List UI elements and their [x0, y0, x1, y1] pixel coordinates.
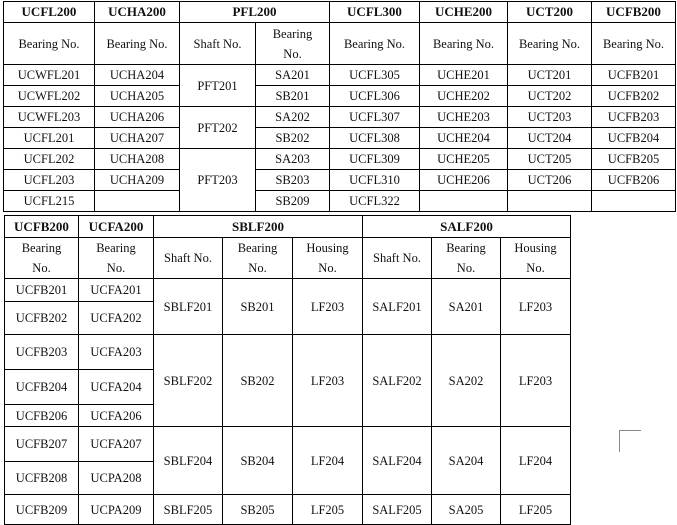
cell-ucfb: UCFB201: [5, 279, 79, 302]
subheader: Bearing No.: [432, 238, 501, 279]
cell-salf: SALF205: [363, 495, 432, 525]
cell-ucha200: [95, 191, 180, 212]
cell-pfl-bearing: SB201: [256, 86, 330, 107]
cell-ucha200: UCHA206: [95, 107, 180, 128]
cell-uche200: [420, 191, 508, 212]
cell-ucfa: UCFA201: [79, 279, 154, 302]
cell-lf1: LF203: [293, 335, 363, 427]
subheader: Bearing No.: [420, 23, 508, 65]
cell-ucfa: UCPA208: [79, 462, 154, 495]
cell-ucfl300: UCFL322: [330, 191, 420, 212]
cell-ucfl300: UCFL310: [330, 170, 420, 191]
subheader: Housing No.: [293, 238, 363, 279]
cell-uct200: [508, 191, 592, 212]
cell-ucfl300: UCFL305: [330, 65, 420, 86]
subheader: Bearing No.: [508, 23, 592, 65]
header-ucfa200: UCFA200: [79, 216, 154, 238]
cell-ucha200: UCHA209: [95, 170, 180, 191]
cell-lf1: LF205: [293, 495, 363, 525]
cell-lf2: LF205: [501, 495, 571, 525]
cell-ucfb: UCFB208: [5, 462, 79, 495]
table-row: [4, 191, 676, 212]
cell-ucfl200: UCFL203: [4, 170, 95, 191]
cell-ucfa: UCFA207: [79, 427, 154, 462]
cell-uct200: UCT202: [508, 86, 592, 107]
cell-salf: SALF201: [363, 279, 432, 335]
cell-uche200: UCHE204: [420, 128, 508, 149]
cell-ucfa: UCFA206: [79, 405, 154, 427]
header-ucfl200: UCFL200: [4, 2, 95, 23]
subheader: Bearing No.: [330, 23, 420, 65]
cell-ucha200: UCHA205: [95, 86, 180, 107]
cell-pfl-shaft: PFT202: [180, 107, 256, 149]
cell-pfl-bearing: SA202: [256, 107, 330, 128]
cell-lf2: LF204: [501, 427, 571, 495]
table-row: [4, 128, 676, 149]
cell-ucfb: UCFB204: [5, 370, 79, 405]
cell-ucfb200: UCFB201: [592, 65, 676, 86]
subheader: Bearing No.: [5, 238, 79, 279]
header-ucfb200: UCFB200: [5, 216, 79, 238]
bearing-table-bottom: [4, 215, 571, 525]
page-corner-mark: [619, 430, 641, 452]
subheader: Bearing No.: [256, 23, 330, 65]
cell-ucfl300: UCFL308: [330, 128, 420, 149]
cell-ucfl200: UCWFL201: [4, 65, 95, 86]
header-salf200: SALF200: [363, 216, 571, 238]
subheader: Bearing No.: [223, 238, 293, 279]
cell-salf: SALF204: [363, 427, 432, 495]
subheader: Bearing No.: [592, 23, 676, 65]
cell-ucfb: UCFB207: [5, 427, 79, 462]
table-row: [5, 335, 571, 370]
table-row: [4, 149, 676, 170]
header-pfl200: PFL200: [180, 2, 330, 23]
subheader: Shaft No.: [154, 238, 223, 279]
cell-uche200: UCHE206: [420, 170, 508, 191]
cell-ucfa: UCFA202: [79, 302, 154, 335]
table-row: [4, 86, 676, 107]
cell-sb: SB202: [223, 335, 293, 427]
cell-pfl-bearing: SA203: [256, 149, 330, 170]
cell-uche200: UCHE202: [420, 86, 508, 107]
cell-pfl-bearing: SB203: [256, 170, 330, 191]
cell-pfl-bearing: SA201: [256, 65, 330, 86]
cell-ucfb200: UCFB205: [592, 149, 676, 170]
cell-ucfb: UCFB206: [5, 405, 79, 427]
bearing-table-top: [3, 1, 676, 212]
header-uche200: UCHE200: [420, 2, 508, 23]
table-row: [4, 170, 676, 191]
cell-pfl-shaft: PFT201: [180, 65, 256, 107]
cell-uct200: UCT201: [508, 65, 592, 86]
header-ucfl300: UCFL300: [330, 2, 420, 23]
cell-ucfl200: UCFL215: [4, 191, 95, 212]
table-row: [5, 279, 571, 302]
header-sblf200: SBLF200: [154, 216, 363, 238]
cell-lf1: LF204: [293, 427, 363, 495]
table-row: [5, 427, 571, 462]
cell-ucfl200: UCWFL203: [4, 107, 95, 128]
cell-pfl-bearing: SB202: [256, 128, 330, 149]
cell-ucha200: UCHA208: [95, 149, 180, 170]
cell-ucfl200: UCFL202: [4, 149, 95, 170]
cell-salf: SALF202: [363, 335, 432, 427]
cell-sblf: SBLF204: [154, 427, 223, 495]
cell-ucfl300: UCFL307: [330, 107, 420, 128]
cell-pfl-bearing: SB209: [256, 191, 330, 212]
cell-sblf: SBLF202: [154, 335, 223, 427]
cell-ucfb200: [592, 191, 676, 212]
table-row: [4, 65, 676, 86]
cell-ucha200: UCHA207: [95, 128, 180, 149]
cell-lf2: LF203: [501, 335, 571, 427]
subheader: Bearing No.: [95, 23, 180, 65]
cell-ucfl300: UCFL309: [330, 149, 420, 170]
cell-ucfb200: UCFB203: [592, 107, 676, 128]
cell-pfl-shaft: PFT203: [180, 149, 256, 212]
cell-ucfl200: UCFL201: [4, 128, 95, 149]
table-row: [4, 107, 676, 128]
header-ucfb200: UCFB200: [592, 2, 676, 23]
cell-ucfa: UCFA204: [79, 370, 154, 405]
cell-ucfb200: UCFB202: [592, 86, 676, 107]
subheader: Shaft No.: [180, 23, 256, 65]
cell-ucfb: UCFB202: [5, 302, 79, 335]
cell-uct200: UCT204: [508, 128, 592, 149]
cell-ucfb200: UCFB206: [592, 170, 676, 191]
cell-uct200: UCT206: [508, 170, 592, 191]
table-row: [5, 495, 571, 525]
cell-ucfl300: UCFL306: [330, 86, 420, 107]
cell-sblf: SBLF205: [154, 495, 223, 525]
cell-uche200: UCHE203: [420, 107, 508, 128]
cell-sa: SA201: [432, 279, 501, 335]
cell-sa: SA205: [432, 495, 501, 525]
header-ucha200: UCHA200: [95, 2, 180, 23]
cell-ucha200: UCHA204: [95, 65, 180, 86]
cell-ucfl200: UCWFL202: [4, 86, 95, 107]
cell-uche200: UCHE201: [420, 65, 508, 86]
cell-sblf: SBLF201: [154, 279, 223, 335]
cell-ucfb: UCFB203: [5, 335, 79, 370]
subheader: Shaft No.: [363, 238, 432, 279]
cell-ucfb: UCFB209: [5, 495, 79, 525]
cell-ucfb200: UCFB204: [592, 128, 676, 149]
cell-sa: SA202: [432, 335, 501, 427]
cell-lf1: LF203: [293, 279, 363, 335]
subheader: Bearing No.: [4, 23, 95, 65]
cell-uct200: UCT205: [508, 149, 592, 170]
cell-lf2: LF203: [501, 279, 571, 335]
cell-ucfa: UCPA209: [79, 495, 154, 525]
cell-sb: SB204: [223, 427, 293, 495]
subheader: Bearing No.: [79, 238, 154, 279]
cell-ucfa: UCFA203: [79, 335, 154, 370]
cell-uct200: UCT203: [508, 107, 592, 128]
cell-uche200: UCHE205: [420, 149, 508, 170]
cell-sb: SB201: [223, 279, 293, 335]
subheader: Housing No.: [501, 238, 571, 279]
cell-sb: SB205: [223, 495, 293, 525]
header-uct200: UCT200: [508, 2, 592, 23]
cell-sa: SA204: [432, 427, 501, 495]
